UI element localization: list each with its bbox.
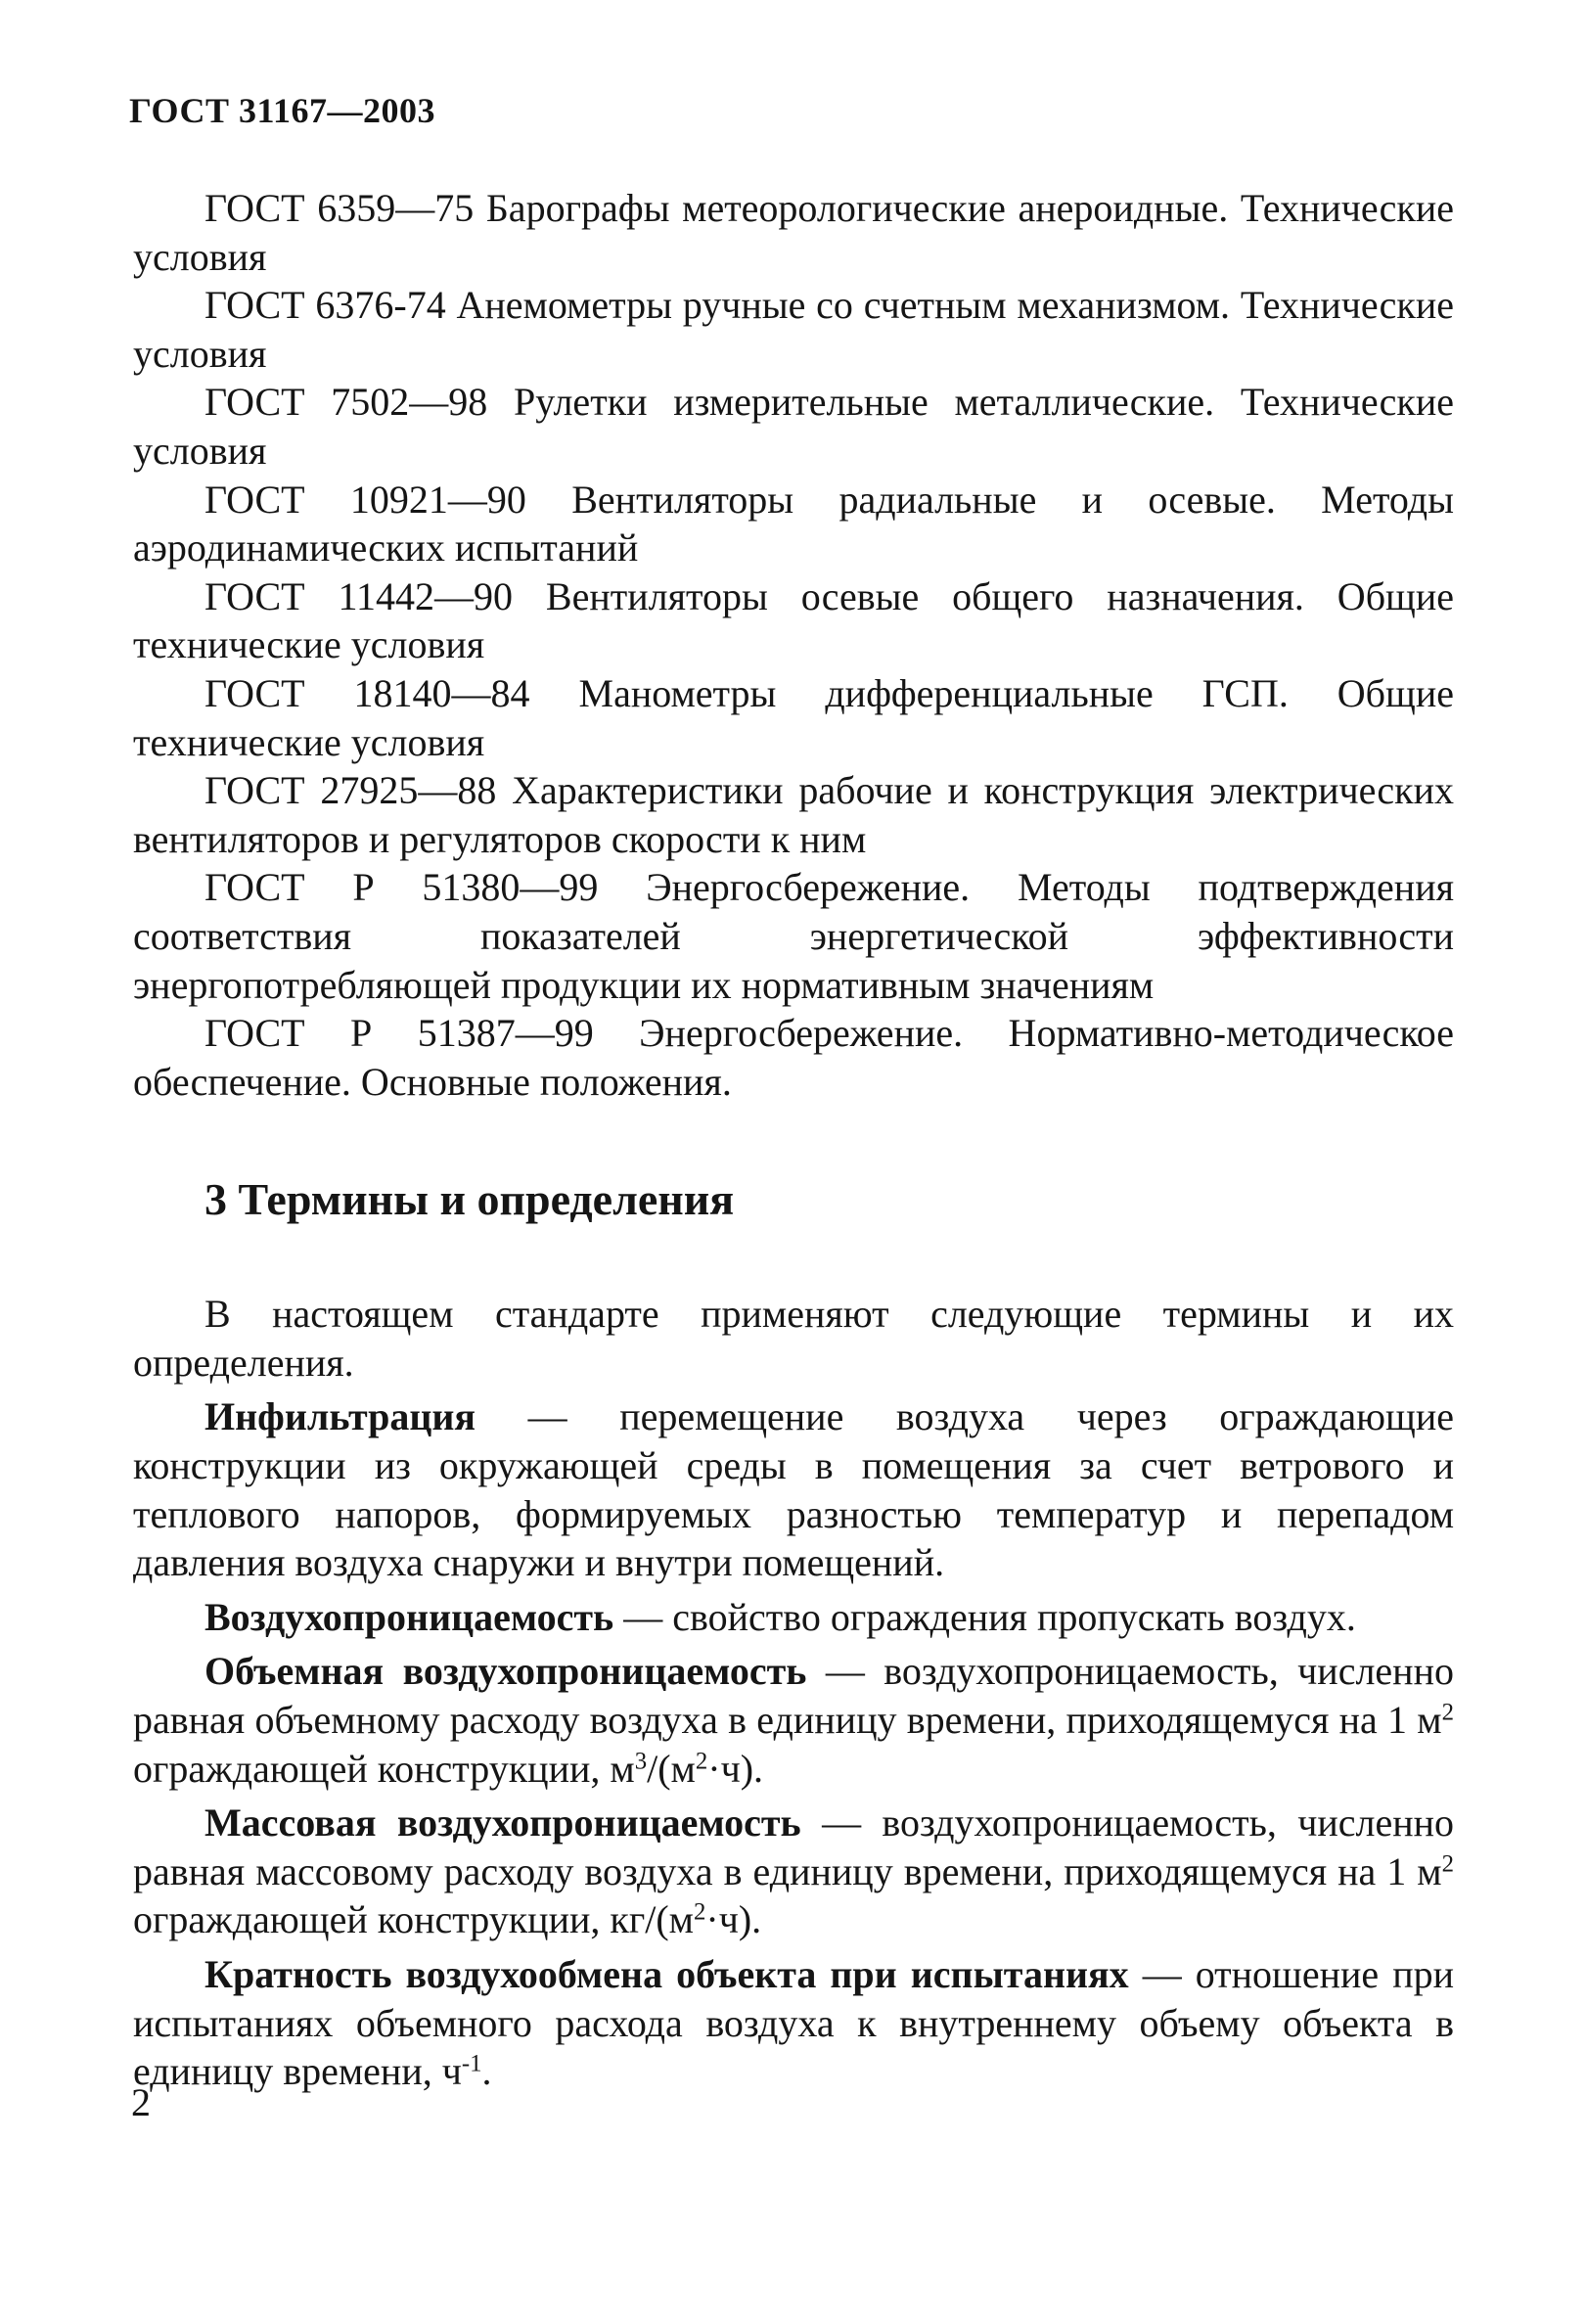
term-air-exchange-rate: [133, 1950, 1454, 2096]
term-definition-part: — воздухопроницаемость, численно равная массовому расходу воздуха в единицу времени, приходящемуся на 1 м: [133, 1800, 1455, 1893]
term-label: Массовая воздухопроницаемость: [204, 1800, 801, 1846]
term-definition-part: /(м: [647, 1746, 696, 1791]
reference-gost-11442: ГОСТ 11442—90 Вентиляторы осевые общего назначения. Общие технические условия: [133, 573, 1454, 667]
reference-gost-r-51387: ГОСТ Р 51387—99 Энергосбережение. Нормативно-методическое обеспечение. Основные положения.: [133, 1011, 1454, 1104]
term-definition-part: — отношение при испытаниях объемного расхода воздуха к внутреннему объему объекта в единицу времени, ч: [133, 1952, 1455, 2094]
reference-gost-6376: ГОСТ 6376-74 Анемометры ручные со счетным механизмом. Технические условия: [133, 283, 1454, 376]
term-definition-part: ·ч).: [707, 1746, 764, 1791]
superscript: 3: [634, 1748, 648, 1774]
term-definition: — перемещение воздуха через ограждающие конструкции из окружающей среды в помещения за счет ветрового и теплового напоров, формируемых разностью температур и перепадом давления воздуха снаружи и внутри помещений.: [133, 1394, 1454, 1585]
term-label: Инфильтрация: [204, 1394, 476, 1439]
superscript: -1: [461, 2050, 482, 2077]
page-header: ГОСТ 31167—2003: [129, 91, 435, 130]
section-heading: 3 Термины и определения: [204, 1174, 735, 1225]
term-definition: — свойство ограждения пропускать воздух.: [613, 1594, 1356, 1639]
reference-gost-r-51380: ГОСТ Р 51380—99 Энергосбережение. Методы подтверждения соответствия показателей энергетической эффективности энергопотребляющей продукции их нормативным значениям: [133, 865, 1454, 1007]
terms-section: [133, 1290, 1454, 2096]
reference-gost-10921: ГОСТ 10921—90 Вентиляторы радиальные и осевые. Методы аэродинамических испытаний: [133, 477, 1454, 570]
term-label: Объемная воздухопроницаемость: [204, 1649, 807, 1694]
term-volumetric-air-permeability: [133, 1647, 1454, 1793]
reference-gost-18140: ГОСТ 18140—84 Манометры дифференциальные ГСП. Общие технические условия: [133, 670, 1454, 764]
reference-gost-7502: ГОСТ 7502—98 Рулетки измерительные металлические. Технические условия: [133, 380, 1454, 473]
reference-gost-6359: ГОСТ 6359—75 Барографы метеорологические анероидные. Технические условия: [133, 186, 1454, 279]
term-definition-part: ·ч).: [705, 1897, 762, 1942]
section-intro: В настоящем стандарте применяют следующие термины и их определения.: [133, 1292, 1454, 1385]
page-content: [133, 184, 1454, 2102]
superscript: 2: [695, 1748, 708, 1774]
term-definition-part: ограждающей конструкции, м: [133, 1746, 635, 1791]
superscript: 2: [694, 1898, 706, 1926]
superscript: 2: [1441, 1850, 1454, 1878]
term-label: Воздухопроницаемость: [204, 1594, 614, 1639]
term-definition-part: .: [481, 2049, 492, 2094]
term-definition-part: ограждающей конструкции, кг/(м: [133, 1897, 694, 1942]
term-mass-air-permeability: [133, 1799, 1454, 1944]
reference-gost-27925: ГОСТ 27925—88 Характеристики рабочие и конструкция электрических вентиляторов и регуляторов скорости к ним: [133, 768, 1454, 861]
term-label: Кратность воздухообмена объекта при испытаниях: [204, 1952, 1129, 1996]
superscript: 2: [1441, 1699, 1454, 1726]
term-infiltration: [133, 1392, 1454, 1586]
normative-references-list: [133, 184, 1454, 1106]
page-number: 2: [131, 2080, 151, 2124]
term-air-permeability: [133, 1593, 1454, 1642]
term-definition-part: — воздухопроницаемость, численно равная объемному расходу воздуха в единицу времени, приходящемуся на 1 м: [133, 1649, 1454, 1743]
